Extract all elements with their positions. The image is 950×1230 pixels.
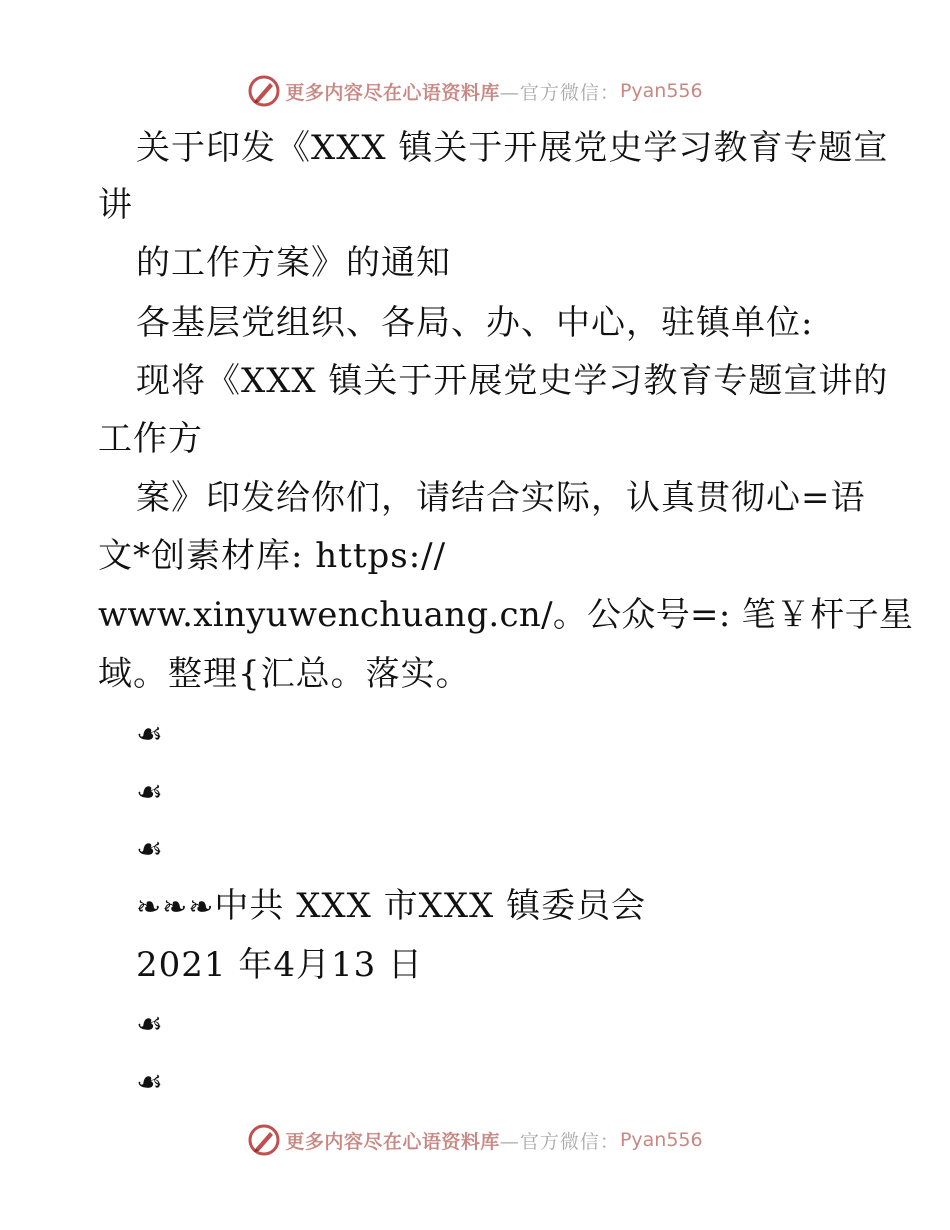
- doc-body-line-5: www.xinyuwenchuang.cn/。公众号=: 笔￥杆子星: [98, 595, 914, 635]
- ornament-icon: ☙: [136, 1065, 164, 1100]
- doc-body-line-3: 案》印发给你们，请结合实际，认真贯彻心=语: [136, 478, 866, 518]
- doc-title-line-1: 关于印发《XXX 镇关于开展党史学习教育专题宣: [136, 128, 889, 168]
- banner-site-name: 更多内容尽在心语资料库: [285, 1130, 500, 1153]
- ornament-icon: ☙: [136, 832, 164, 867]
- doc-body-line-4: 文*创素材库: https://: [98, 536, 447, 576]
- banner-separator: —官方微信：: [499, 1130, 620, 1153]
- ornament-icon: ☙: [136, 775, 164, 810]
- banner-site-name: 更多内容尽在心语资料库: [285, 81, 500, 104]
- doc-salutation: 各基层党组织、各局、办、中心，驻镇单位:: [136, 303, 814, 343]
- doc-title-line-3: 的工作方案》的通知: [136, 243, 451, 283]
- ornament-row-icon: ❧❧❧: [136, 890, 215, 925]
- doc-body-line-2: 工作方: [98, 419, 203, 459]
- banner-separator: —官方微信：: [499, 81, 620, 104]
- doc-body-line-1: 现将《XXX 镇关于开展党史学习教育专题宣讲的: [136, 361, 889, 401]
- signature-line: [136, 886, 646, 928]
- footer-banner: [0, 1115, 950, 1165]
- doc-body-line-6: 域。整理{汇总。落实。: [98, 654, 471, 694]
- pen-logo-icon: [247, 1123, 281, 1157]
- pen-logo-icon: [247, 74, 281, 108]
- banner-wechat-id: Pyan556: [619, 1129, 703, 1151]
- ornament-icon: ☙: [136, 717, 164, 752]
- signature-org: 中共 XXX 市XXX 镇委员会: [214, 886, 647, 926]
- banner-wechat-id: Pyan556: [619, 80, 703, 102]
- ornament-icon: ☙: [136, 1007, 164, 1042]
- header-banner: [0, 66, 950, 116]
- doc-date: 2021 年4月13 日: [136, 945, 424, 985]
- doc-title-line-2: 讲: [98, 185, 133, 225]
